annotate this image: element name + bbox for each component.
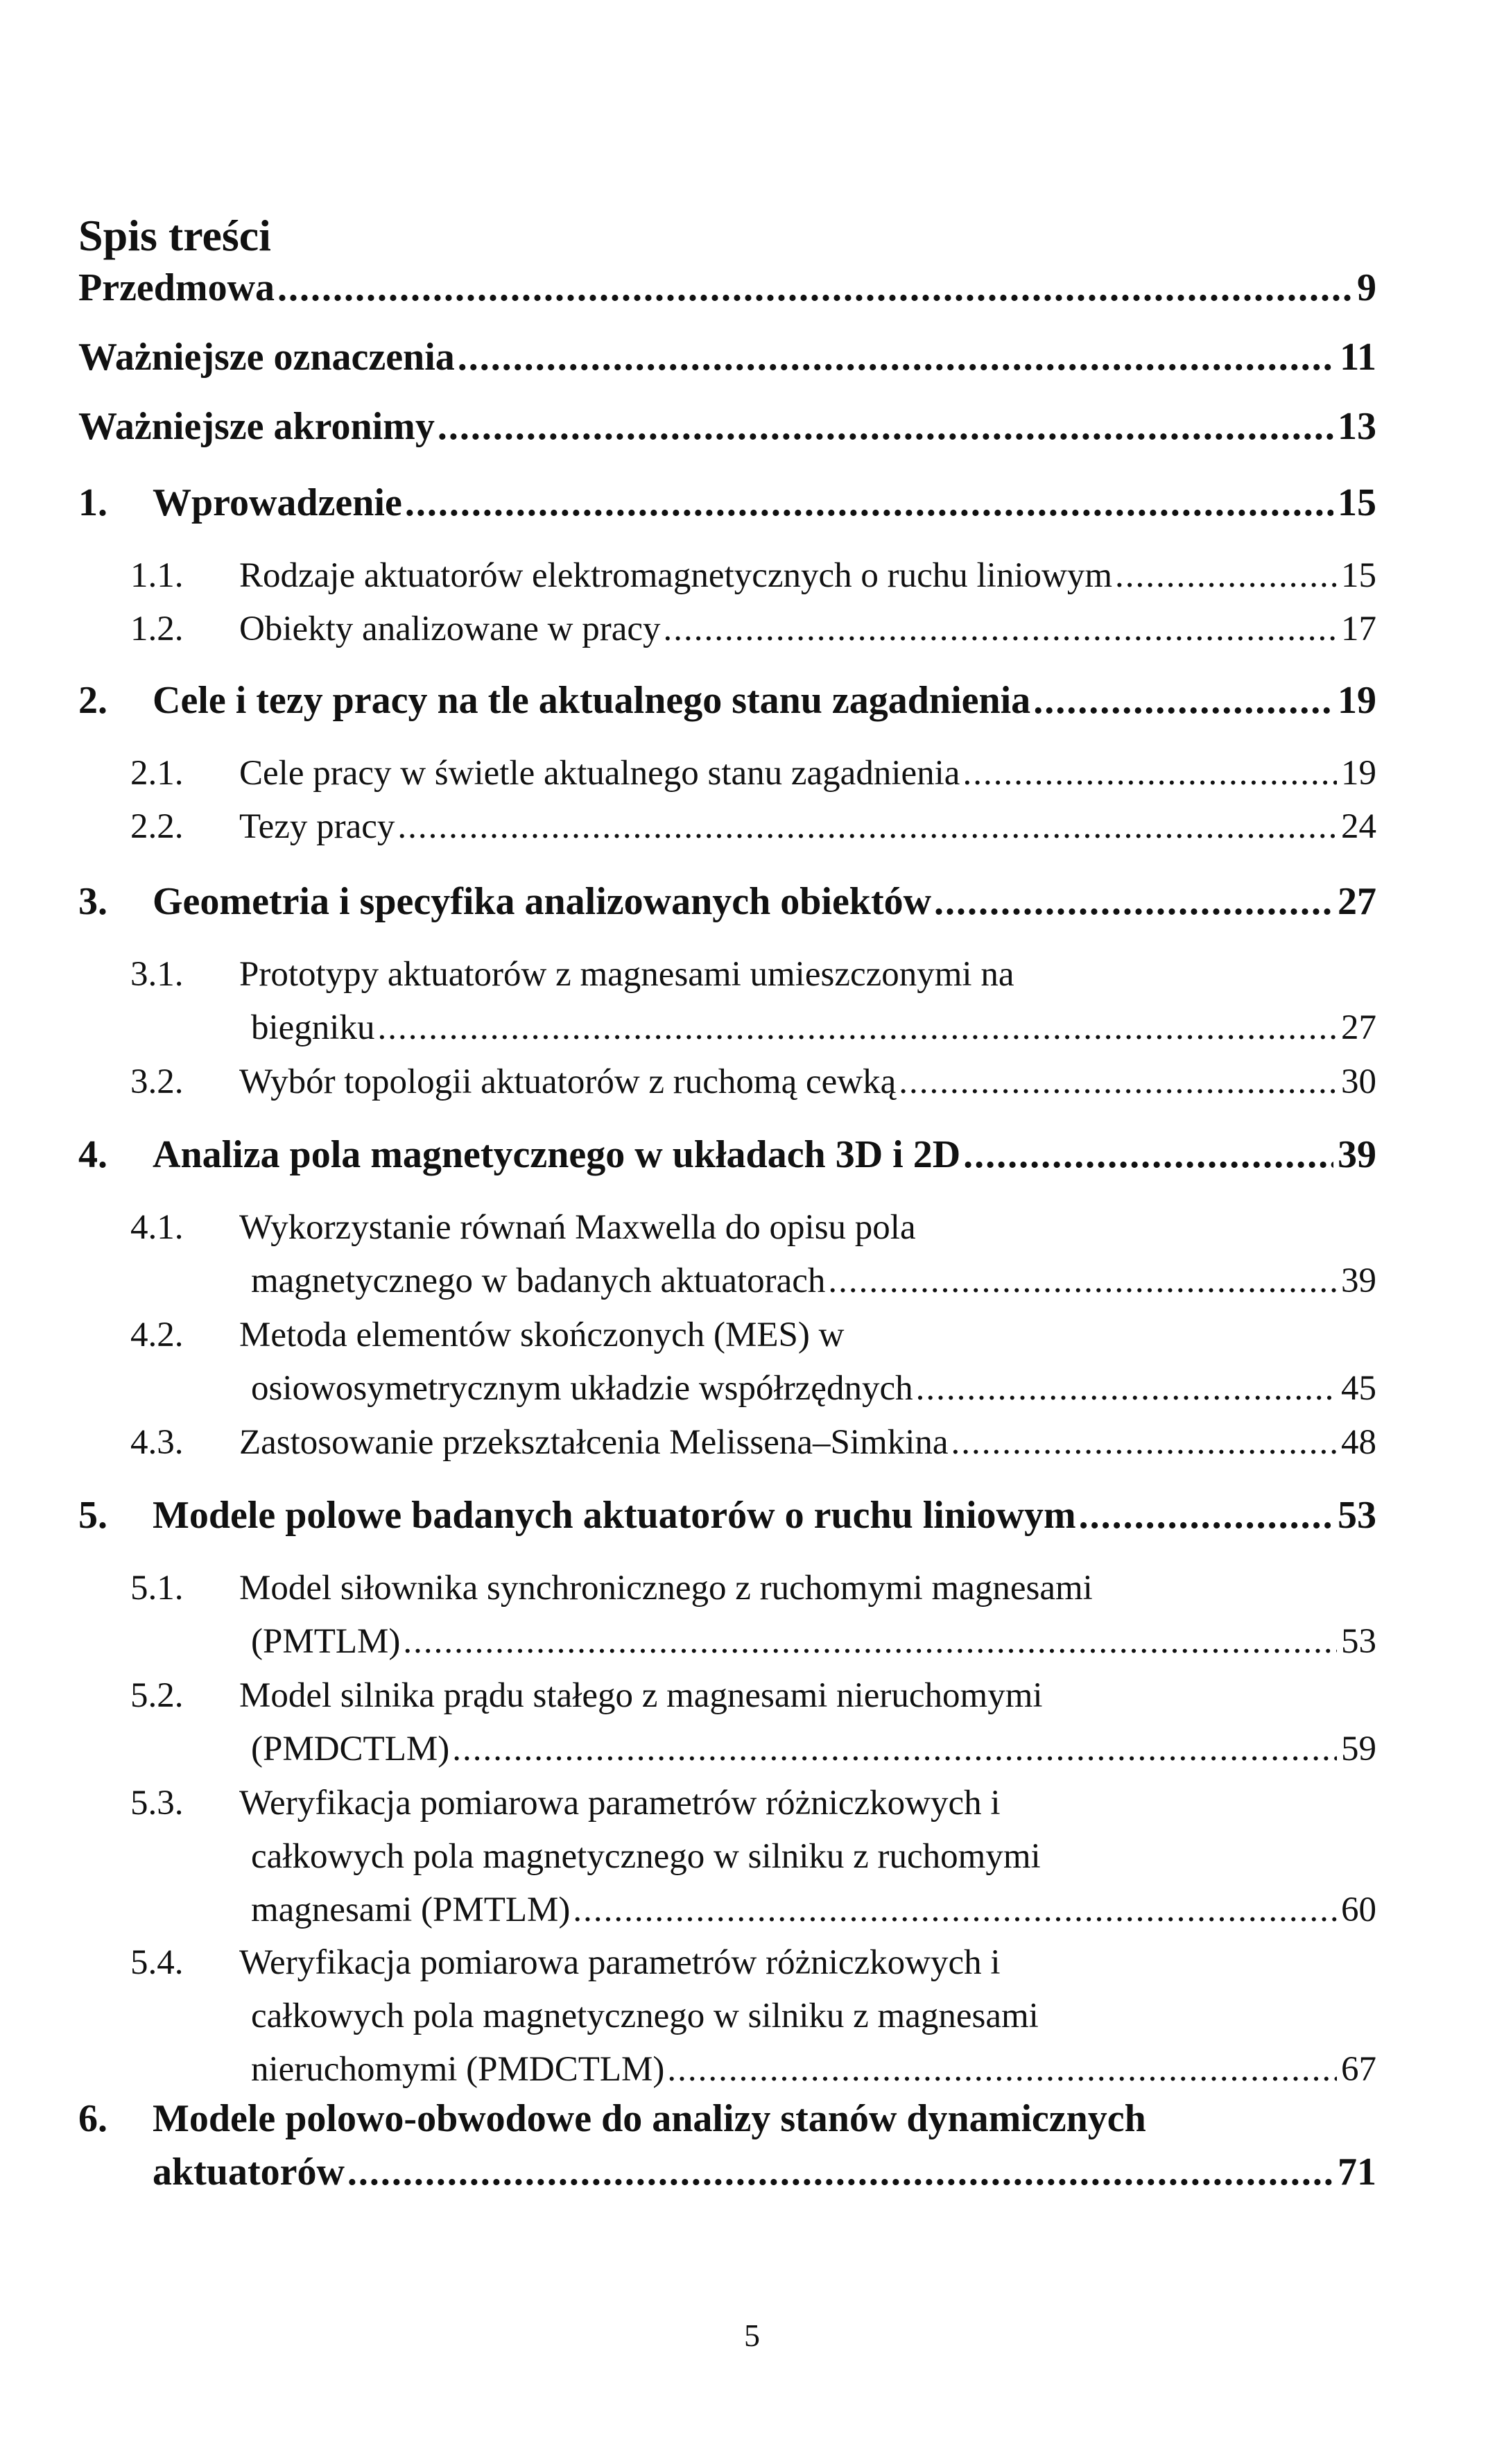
toc-entry-title: Model siłownika synchronicznego z ruchomymi magnesami [239,1569,1093,1608]
dot-leader [400,1617,1337,1666]
toc-heading: Spis treści [78,211,271,260]
toc-entry-title: Geometria i specyfika analizowanych obiektów [153,880,932,923]
page-number: 5 [744,2318,760,2353]
dot-leader [664,2045,1337,2094]
toc-page-number: 13 [1338,405,1376,448]
dot-leader [1030,676,1333,725]
toc-entry-number: 5.2. [130,1676,184,1715]
toc-page-number: 19 [1341,754,1376,793]
toc-page-number: 19 [1338,679,1376,722]
toc-entry-title: Weryfikacja pomiarowa parametrów różniczkowych i [239,1784,1001,1823]
dot-leader [896,1058,1337,1106]
dot-leader [949,1418,1337,1467]
toc-entry-title: Ważniejsze akronimy [78,405,435,448]
dot-leader [402,479,1333,527]
toc-entry-number: 5.1. [130,1569,184,1608]
dot-leader [825,1257,1337,1305]
toc-page-number: 27 [1338,880,1376,923]
toc-entry-title: biegniku [251,1008,375,1047]
toc-entry-title: Przedmowa [78,266,275,309]
toc-entry-title: osiowosymetrycznym układzie współrzędnych [251,1369,913,1408]
dot-leader [570,1886,1337,1934]
toc-page-number: 53 [1341,1622,1376,1661]
dot-leader [275,264,1353,312]
dot-leader [1076,1491,1333,1540]
toc-page-number: 27 [1341,1008,1376,1047]
toc-entry-number: 2. [78,679,107,722]
dot-leader [913,1364,1337,1413]
toc-page-number: 45 [1341,1369,1376,1408]
toc-entry-title: Obiekty analizowane w pracy [239,610,661,648]
toc-entry-number: 5. [78,1494,107,1537]
toc-page-number: 60 [1341,1890,1376,1929]
toc-entry-title: Weryfikacja pomiarowa parametrów różniczkowych i [239,1943,1001,1982]
toc-page-number: 30 [1341,1062,1376,1101]
toc-entry-number: 3.1. [130,955,184,994]
toc-entry-title: Prototypy aktuatorów z magnesami umieszczonymi na [239,955,1014,994]
toc-page-number: 39 [1341,1261,1376,1300]
toc-entry-title: Metoda elementów skończonych (MES) w [239,1316,845,1354]
toc-entry-number: 1.1. [130,556,184,595]
toc-entry-number: 2.1. [130,754,184,793]
dot-leader [661,605,1338,653]
toc-entry-title: Cele i tezy pracy na tle aktualnego stanu zagadnienia [153,679,1031,722]
toc-entry-title: Zastosowanie przekształcenia Melissena–Simkina [239,1423,949,1462]
dot-leader [395,802,1337,851]
toc-entry-number: 4. [78,1133,107,1176]
toc-entry-title: Tezy pracy [239,807,395,846]
toc-page-number: 39 [1338,1133,1376,1176]
toc-page-number: 17 [1341,610,1376,648]
toc-entry-title: Modele polowe badanych aktuatorów o ruchu liniowym [153,1494,1076,1537]
toc-entry-number: 1. [78,481,107,524]
toc-page-number: 48 [1341,1423,1376,1462]
toc-entry-title: magnetycznego w badanych aktuatorach [251,1261,826,1300]
toc-page-number: 9 [1357,266,1376,309]
toc-page-number: 67 [1341,2050,1376,2089]
toc-entry-title: Ważniejsze oznaczenia [78,336,455,379]
toc-page-number: 15 [1341,556,1376,595]
dot-leader [449,1725,1337,1773]
toc-entry-number: 6. [78,2097,107,2140]
dot-leader [345,2148,1333,2196]
toc-entry-title: Cele pracy w świetle aktualnego stanu zagadnienia [239,754,960,793]
dot-leader [455,333,1336,381]
toc-entry-number: 4.1. [130,1208,184,1247]
dot-leader [931,877,1333,926]
toc-entry-number: 3.2. [130,1062,184,1101]
dot-leader [960,749,1337,798]
toc-entry-number: 4.3. [130,1423,184,1462]
toc-page-number: 11 [1340,336,1376,379]
toc-entry-title: całkowych pola magnetycznego w silniku z ruchomymi [251,1837,1041,1876]
toc-entry-title: Model silnika prądu stałego z magnesami nieruchomymi [239,1676,1043,1715]
toc-entry-number: 5.3. [130,1784,184,1823]
toc-entry-title: aktuatorów [153,2151,345,2194]
toc-entry-number: 4.2. [130,1316,184,1354]
toc-entry-title: Wprowadzenie [153,481,402,524]
toc-entry-title: nieruchomymi (PMDCTLM) [251,2050,665,2089]
toc-entry-number: 5.4. [130,1943,184,1982]
toc-entry-title: (PMDCTLM) [251,1730,450,1768]
toc-page-number: 15 [1338,481,1376,524]
toc-entry-title: Analiza pola magnetycznego w układach 3D i 2D [153,1133,961,1176]
toc-entry-title: Rodzaje aktuatorów elektromagnetycznych o ruchu liniowym [239,556,1113,595]
toc-entry-number: 1.2. [130,610,184,648]
dot-leader [960,1130,1333,1179]
toc-entry-title: magnesami (PMTLM) [251,1890,571,1929]
toc-page-number: 24 [1341,807,1376,846]
toc-page-number: 59 [1341,1730,1376,1768]
dot-leader [435,402,1333,451]
toc-entry-number: 3. [78,880,107,923]
toc-entry-title: całkowych pola magnetycznego w silniku z magnesami [251,1997,1039,2035]
toc-page-number: 53 [1338,1494,1376,1537]
dot-leader [374,1003,1337,1052]
toc-page-number: 71 [1338,2151,1376,2194]
toc-entry-title: (PMTLM) [251,1622,401,1661]
toc-entry-number: 2.2. [130,807,184,846]
toc-entry-title: Modele polowo-obwodowe do analizy stanów dynamicznych [153,2097,1146,2140]
toc-entry-title: Wykorzystanie równań Maxwella do opisu pola [239,1208,916,1247]
toc-entry-title: Wybór topologii aktuatorów z ruchomą cewką [239,1062,897,1101]
dot-leader [1112,551,1337,600]
